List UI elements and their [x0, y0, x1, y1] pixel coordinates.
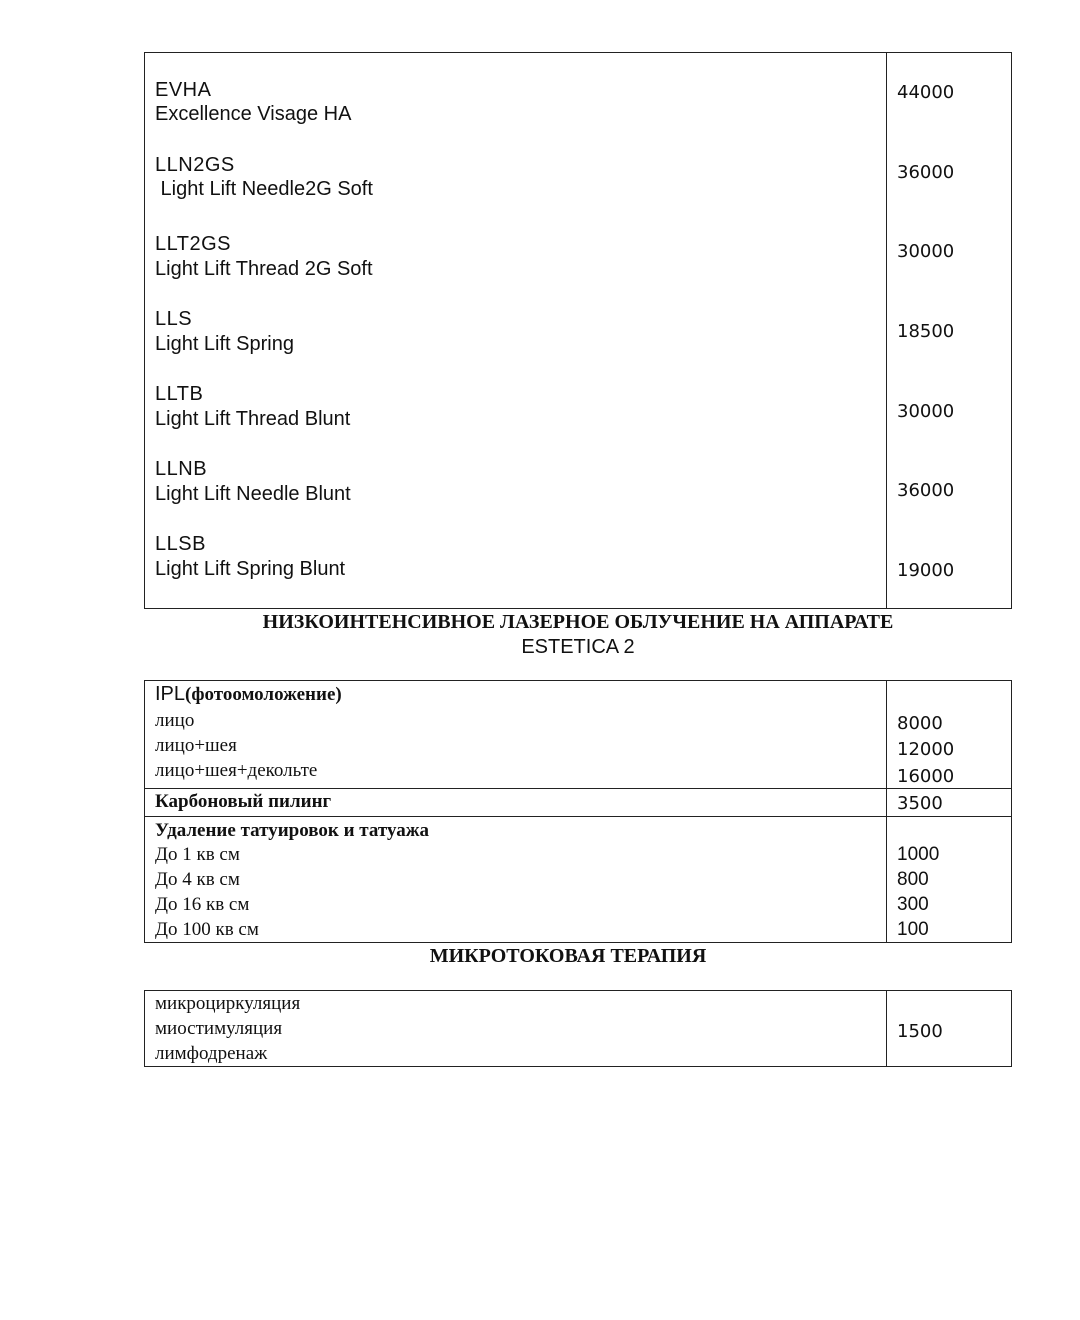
ipl-item-label: лицо+шея — [155, 735, 237, 756]
thread-code: LLN2GS — [155, 154, 235, 176]
thread-price: 36000 — [897, 162, 955, 183]
laser-table — [144, 680, 1012, 943]
microcurrent-item: микроциркуляция — [155, 993, 301, 1014]
thread-name: Excellence Visage HA — [155, 103, 352, 125]
thread-name: Light Lift Spring — [155, 333, 294, 355]
tattoo-item-price: 1000 — [897, 844, 940, 865]
thread-code: LLT2GS — [155, 233, 231, 255]
carbon-label: Карбоновый пилинг — [155, 791, 332, 812]
microcurrent-price: 1500 — [897, 1021, 943, 1042]
thread-price: 30000 — [897, 241, 955, 262]
column-divider — [886, 681, 887, 942]
tattoo-title: Удаление татуировок и татуажа — [155, 820, 429, 841]
carbon-price: 3500 — [897, 793, 943, 814]
microcurrent-title: МИКРОТОКОВАЯ ТЕРАПИЯ — [429, 945, 707, 967]
tattoo-item-price: 300 — [897, 894, 929, 915]
tattoo-item-price: 100 — [897, 919, 929, 940]
thread-code: LLS — [155, 308, 193, 330]
ipl-item-label: лицо — [155, 710, 195, 731]
laser-section-subtitle: ESTETICA 2 — [521, 636, 635, 658]
column-divider — [886, 53, 887, 608]
thread-price: 44000 — [897, 82, 955, 103]
thread-price: 19000 — [897, 560, 955, 581]
row-divider — [145, 816, 1011, 817]
thread-name: Light Lift Needle2G Soft — [155, 178, 373, 200]
thread-name: Light Lift Thread Blunt — [155, 408, 351, 430]
tattoo-item-label: До 4 кв см — [155, 869, 240, 890]
thread-name: Light Lift Thread 2G Soft — [155, 258, 373, 280]
thread-price: 36000 — [897, 480, 955, 501]
threads-table — [144, 52, 1012, 609]
thread-name: Light Lift Needle Blunt — [155, 483, 351, 505]
microcurrent-item: миостимуляция — [155, 1018, 283, 1039]
tattoo-item-label: До 16 кв см — [155, 894, 250, 915]
ipl-title — [155, 683, 342, 706]
ipl-title-prefix: IPL — [155, 683, 186, 705]
row-divider — [145, 788, 1011, 789]
thread-code: LLNB — [155, 458, 208, 480]
ipl-title-rest: (фотоомоложение) — [185, 684, 342, 705]
column-divider — [886, 991, 887, 1066]
thread-price: 18500 — [897, 321, 955, 342]
tattoo-item-label: До 100 кв см — [155, 919, 259, 940]
thread-code: LLTB — [155, 383, 204, 405]
ipl-item-label: лицо+шея+декольте — [155, 760, 318, 781]
thread-code: LLSB — [155, 533, 206, 555]
ipl-item-price: 12000 — [897, 739, 955, 760]
ipl-item-price: 16000 — [897, 766, 955, 787]
thread-name: Light Lift Spring Blunt — [155, 558, 346, 580]
laser-section-title: НИЗКОИНТЕНСИВНОЕ ЛАЗЕРНОЕ ОБЛУЧЕНИЕ НА АППАРАТЕ — [262, 611, 894, 633]
microcurrent-item: лимфодренаж — [155, 1043, 268, 1064]
thread-code: EVHA — [155, 79, 212, 101]
tattoo-item-price: 800 — [897, 869, 929, 890]
thread-price: 30000 — [897, 401, 955, 422]
tattoo-item-label: До 1 кв см — [155, 844, 240, 865]
microcurrent-table — [144, 990, 1012, 1067]
ipl-item-price: 8000 — [897, 713, 943, 734]
